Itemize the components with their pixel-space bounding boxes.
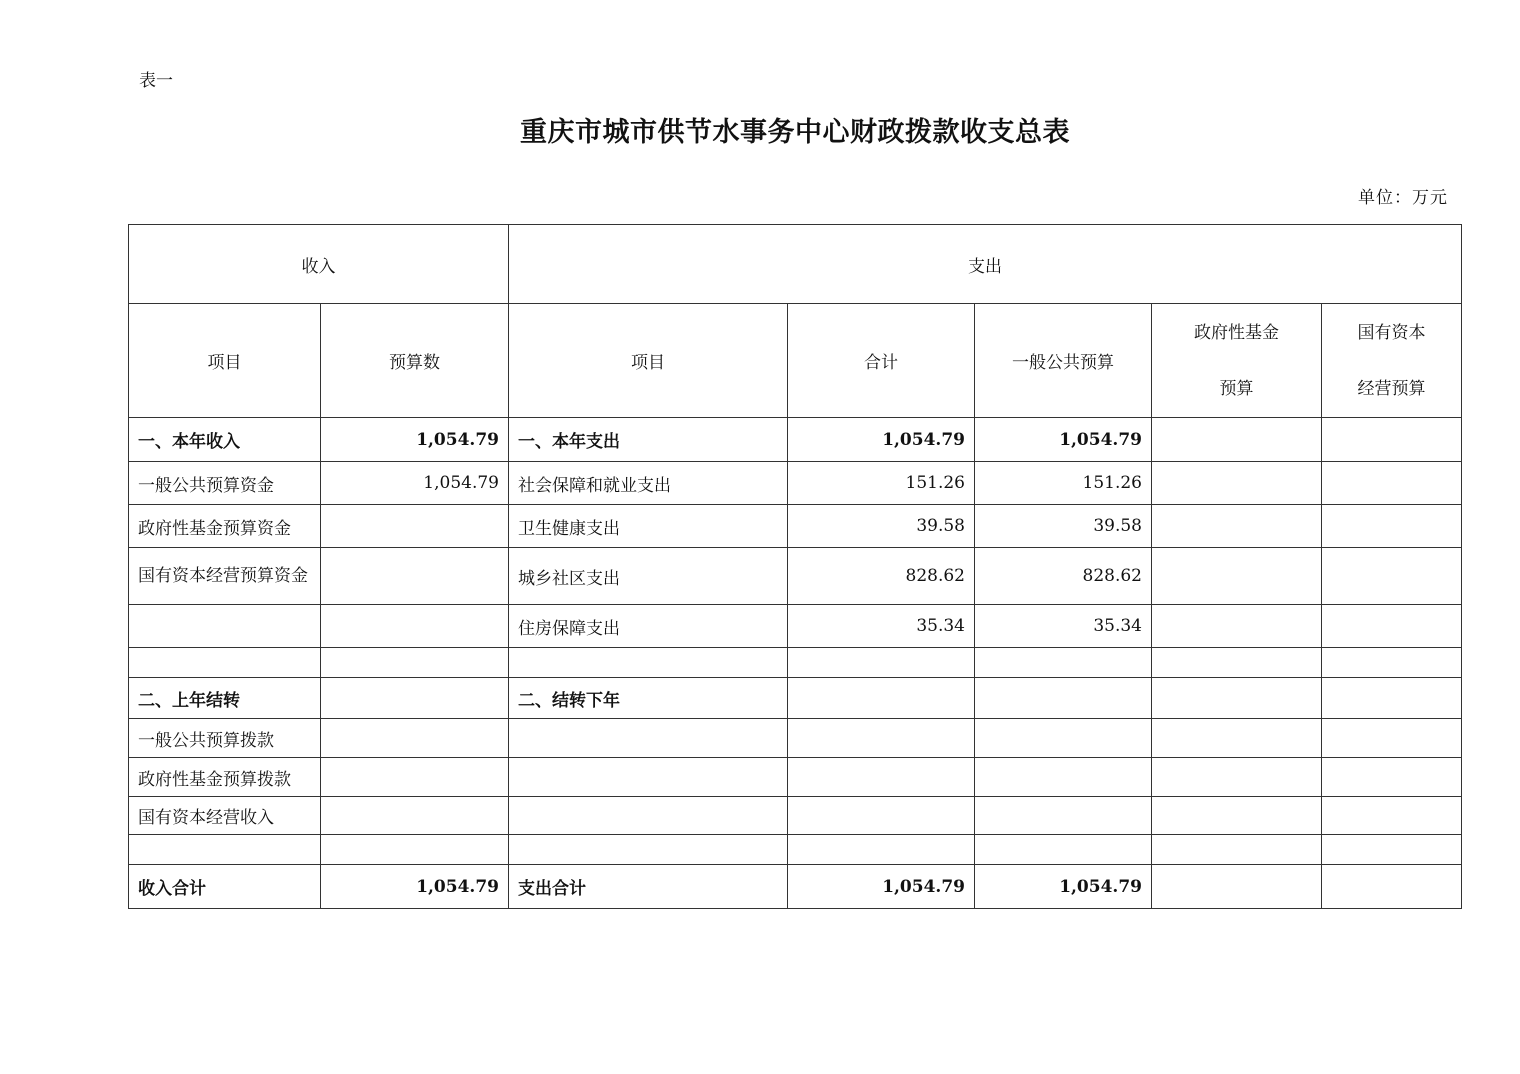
income-amount-cell [321,835,509,865]
income-amount-cell [321,797,509,835]
gov-fund-cell [1152,418,1322,462]
income-item-cell: 一、本年收入 [129,418,321,462]
table-row [129,797,1462,835]
income-item-cell: 二、上年结转 [129,678,321,719]
income-amount-cell [321,605,509,648]
gov-fund-cell [1152,462,1322,505]
total-cell: 151.26 [788,462,975,505]
expense-item-cell [509,835,788,865]
unit-note: 单位：万元 [1358,188,1448,208]
gov-fund-cell [1152,797,1322,835]
total-cell: 1,054.79 [788,418,975,462]
expense-item-cell: 支出合计 [509,865,788,909]
income-amount-cell [321,548,509,605]
total-cell: 39.58 [788,505,975,548]
table-row [129,505,1462,548]
gov-fund-cell [1152,505,1322,548]
budget-table [128,224,1462,909]
expense-item-header: 项目 [509,304,788,418]
general-budget-cell [975,758,1152,797]
state-capital-cell [1322,835,1462,865]
table-row [129,758,1462,797]
gov-fund-cell [1152,758,1322,797]
general-budget-cell: 1,054.79 [975,865,1152,909]
income-item-cell [129,605,321,648]
income-amount-cell [321,758,509,797]
state-capital-cell [1322,462,1462,505]
general-budget-cell [975,835,1152,865]
total-cell: 1,054.79 [788,865,975,909]
total-header: 合计 [788,304,975,418]
income-item-cell: 一般公共预算资金 [129,462,321,505]
gov-fund-cell [1152,678,1322,719]
income-amount-cell: 1,054.79 [321,865,509,909]
income-amount-cell [321,505,509,548]
page-title: 重庆市城市供节水事务中心财政拨款收支总表 [520,117,1070,148]
gov-fund-cell [1152,605,1322,648]
income-item-cell: 一般公共预算拨款 [129,719,321,758]
table-row [129,605,1462,648]
state-capital-cell [1322,418,1462,462]
table-row [129,548,1462,605]
expense-item-cell: 社会保障和就业支出 [509,462,788,505]
income-header: 收入 [129,225,509,304]
general-budget-cell: 828.62 [975,548,1152,605]
general-budget-cell [975,719,1152,758]
general-budget-cell: 35.34 [975,605,1152,648]
income-item-cell [129,648,321,678]
state-capital-cell [1322,678,1462,719]
expense-item-cell: 二、结转下年 [509,678,788,719]
expense-item-cell: 住房保障支出 [509,605,788,648]
general-budget-cell: 39.58 [975,505,1152,548]
gov-fund-cell [1152,719,1322,758]
table-row [129,678,1462,719]
state-capital-header [1322,304,1462,418]
income-item-cell: 国有资本经营预算资金 [129,548,321,605]
general-budget-cell [975,678,1152,719]
table-row [129,865,1462,909]
state-capital-cell [1322,758,1462,797]
table-row [129,835,1462,865]
total-cell [788,648,975,678]
state-capital-cell [1322,865,1462,909]
gov-fund-cell [1152,865,1322,909]
general-budget-cell: 151.26 [975,462,1152,505]
state-capital-header-line2: 经营预算 [1357,378,1426,399]
budget-num-header: 预算数 [321,304,509,418]
table-row [129,462,1462,505]
total-cell [788,678,975,719]
state-capital-header-line1: 国有资本 [1357,322,1426,343]
expense-item-cell [509,648,788,678]
income-amount-cell: 1,054.79 [321,462,509,505]
gov-fund-header [1152,304,1322,418]
gov-fund-header-line1: 政府性基金 [1194,322,1279,343]
expense-item-cell [509,758,788,797]
income-item-cell: 收入合计 [129,865,321,909]
income-item-cell: 政府性基金预算资金 [129,505,321,548]
state-capital-cell [1322,605,1462,648]
table-row [129,418,1462,462]
expense-item-cell: 城乡社区支出 [509,548,788,605]
income-item-cell: 政府性基金预算拨款 [129,758,321,797]
total-cell: 828.62 [788,548,975,605]
table-row [129,719,1462,758]
gov-fund-cell [1152,548,1322,605]
income-item-header: 项目 [129,304,321,418]
gov-fund-cell [1152,835,1322,865]
total-cell [788,758,975,797]
state-capital-cell [1322,548,1462,605]
table-label: 表一 [139,71,173,91]
income-amount-cell [321,719,509,758]
total-cell [788,835,975,865]
income-amount-cell [321,678,509,719]
table-row [129,648,1462,678]
general-budget-cell [975,797,1152,835]
income-item-cell [129,835,321,865]
state-capital-cell [1322,648,1462,678]
income-amount-cell: 1,054.79 [321,418,509,462]
state-capital-cell [1322,797,1462,835]
expense-header: 支出 [509,225,1462,304]
expense-item-cell: 一、本年支出 [509,418,788,462]
general-budget-cell [975,648,1152,678]
expense-item-cell [509,797,788,835]
general-budget-header: 一般公共预算 [975,304,1152,418]
expense-item-cell [509,719,788,758]
general-budget-cell: 1,054.79 [975,418,1152,462]
state-capital-cell [1322,505,1462,548]
total-cell: 35.34 [788,605,975,648]
total-cell [788,797,975,835]
gov-fund-header-line2: 预算 [1219,378,1254,399]
state-capital-cell [1322,719,1462,758]
income-item-cell: 国有资本经营收入 [129,797,321,835]
total-cell [788,719,975,758]
gov-fund-cell [1152,648,1322,678]
income-amount-cell [321,648,509,678]
expense-item-cell: 卫生健康支出 [509,505,788,548]
